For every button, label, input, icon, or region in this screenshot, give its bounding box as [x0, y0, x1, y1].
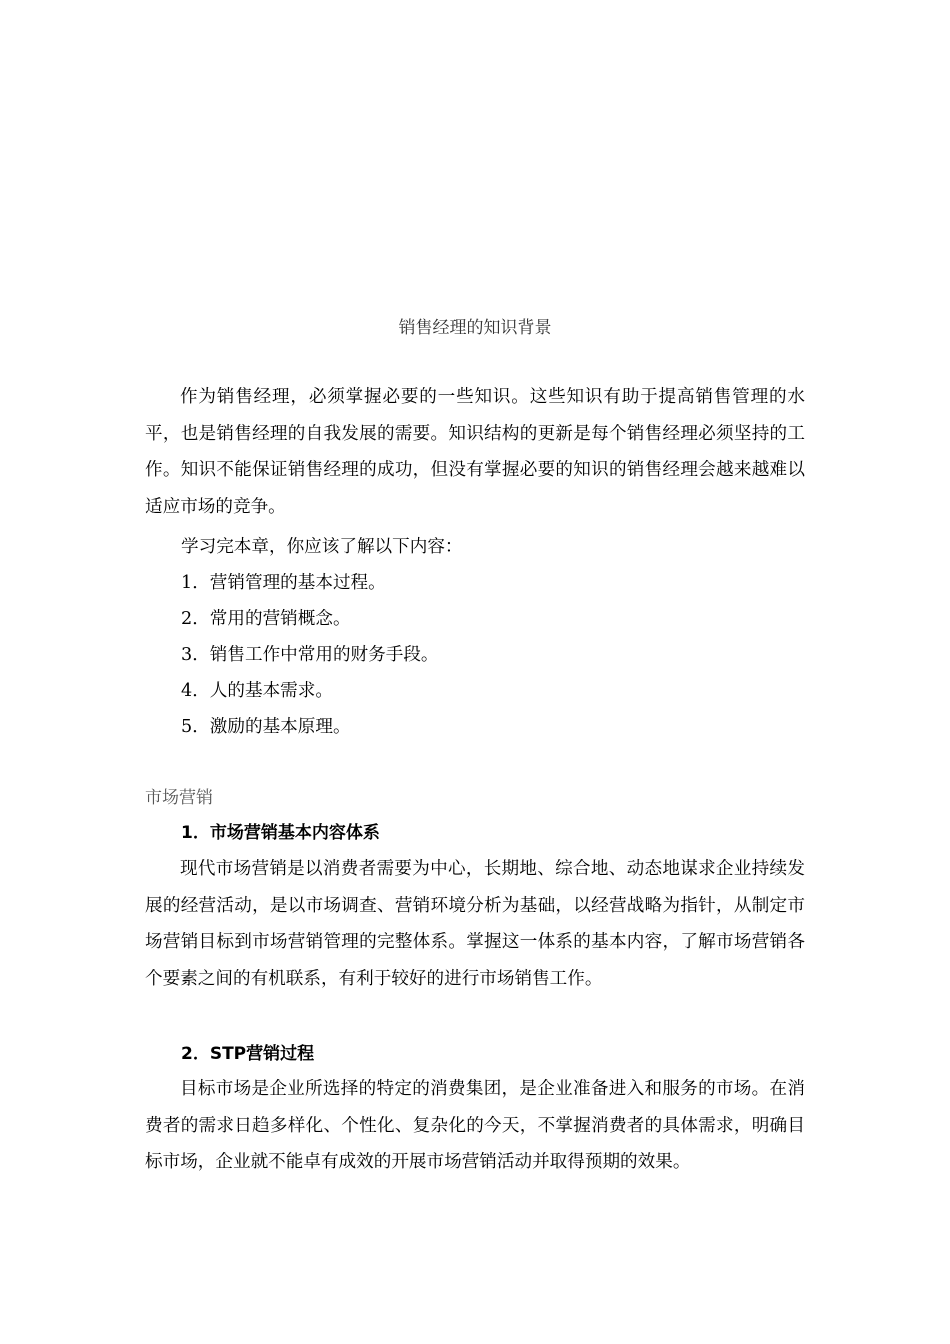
subsection-heading-1: 1．市场营销基本内容体系: [181, 823, 380, 843]
subsection-paragraph-1: 现代市场营销是以消费者需要为中心，长期地、综合地、动态地谋求企业持续发展的经营活动，是以市场调查、营销环境分析为基础，以经营战略为指针，从制定市场营销目标到市场营销管理的完整体系。掌握这一体系的基本内容，了解市场营销各个要素之间的有机联系，有利于较好的进行市场销售工作。: [145, 859, 805, 989]
document-title: 销售经理的知识背景: [398, 318, 552, 338]
list-item: 3．销售工作中常用的财务手段。: [181, 645, 439, 665]
list-item: 5．激励的基本原理。: [181, 717, 351, 737]
list-item: 1．营销管理的基本过程。: [181, 573, 386, 593]
subsection-heading-2: 2．STP营销过程: [181, 1044, 315, 1064]
subsection-paragraph-2: 目标市场是企业所选择的特定的消费集团，是企业准备进入和服务的市场。在消费者的需求日趋多样化、个性化、复杂化的今天，不掌握消费者的具体需求，明确目标市场，企业就不能卓有成效的开展市场营销活动并取得预期的效果。: [145, 1079, 805, 1173]
learning-intro: 学习完本章，你应该了解以下内容：: [181, 537, 463, 557]
list-item: 4．人的基本需求。: [181, 681, 333, 701]
section-heading: 市场营销: [145, 788, 213, 808]
intro-paragraph: 作为销售经理，必须掌握必要的一些知识。这些知识有助于提高销售管理的水平，也是销售经理的自我发展的需要。知识结构的更新是每个销售经理必须坚持的工作。知识不能保证销售经理的成功，但没有掌握必要的知识的销售经理会越来越难以适应市场的竞争。: [145, 387, 805, 517]
list-item: 2．常用的营销概念。: [181, 609, 351, 629]
